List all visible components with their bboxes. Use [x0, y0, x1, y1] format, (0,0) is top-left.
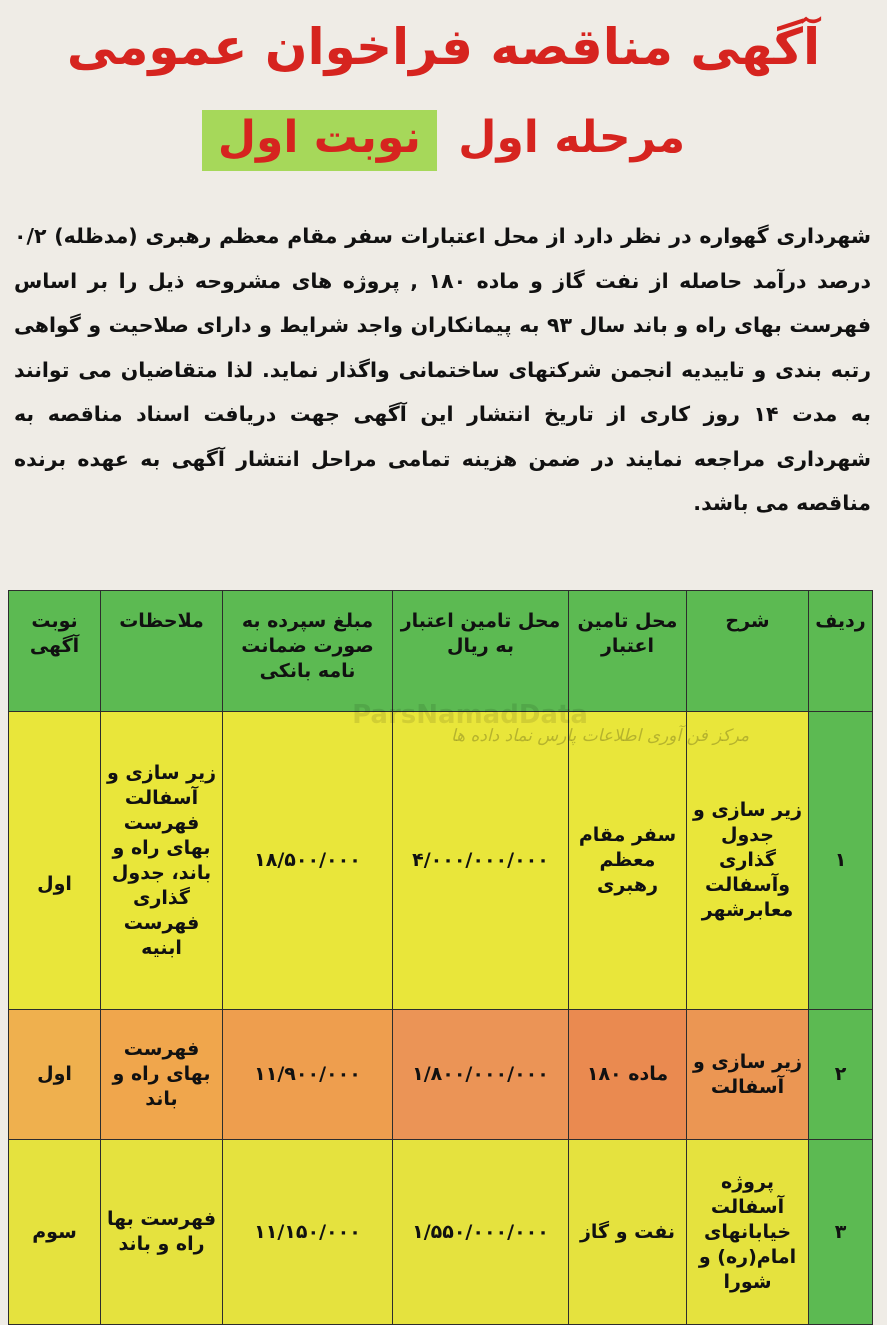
cell-round: اول [9, 1010, 101, 1140]
cell-description: زیر سازی و جدول گذاری وآسفالت معابرشهر [687, 712, 809, 1010]
notice-subtitle [0, 112, 887, 163]
cell-description: پروژه آسفالت خیابانهای امام(ره) و شورا [687, 1140, 809, 1325]
table-row [9, 1140, 873, 1325]
round-label: نوبت اول [202, 110, 437, 171]
cell-deposit: ۱۱/۹۰۰/۰۰۰ [223, 1010, 393, 1140]
cell-row-number: ۲ [809, 1010, 873, 1140]
cell-row-number: ۳ [809, 1140, 873, 1325]
header-round: نوبت آگهی [9, 591, 101, 712]
cell-funding-source: ماده ۱۸۰ [569, 1010, 687, 1140]
watermark-brand: ParsNamadData [352, 700, 588, 730]
cell-row-number: ۱ [809, 712, 873, 1010]
cell-notes: فهرست بهای راه و باند [101, 1010, 223, 1140]
cell-round: سوم [9, 1140, 101, 1325]
notice-body: شهرداری گهواره در نظر دارد از محل اعتبارات سفر مقام معظم رهبری (مدظله) ۰/۲ درصد درآمد حاصله از نفت گاز و ماده ۱۸۰ , پروژه های مشروحه ذیل را بر اساس فهرست بهای راه و باند سال ۹۳ به پیمانکاران واجد شرایط و دارای صلاحیت و گواهی رتبه بندی و تاییدیه انجمن شرکتهای ساختمانی واگذار نماید. لذا متقاضیان می توانند به مدت ۱۴ روز کاری از تاریخ انتشار این آگهی جهت دریافت اسناد مناقصه به شهرداری مراجعه نمایند در ضمن هزینه تمامی مراحل انتشار آگهی به عهده برنده مناقصه می باشد. [14, 224, 872, 515]
cell-description: زیر سازی و آسفالت [687, 1010, 809, 1140]
cell-funding-source: سفر مقام معظم رهبری [569, 712, 687, 1010]
cell-funding-amount: ۱/۵۵۰/۰۰۰/۰۰۰ [393, 1140, 569, 1325]
header-funding-source: محل تامین اعتبار [569, 591, 687, 712]
cell-round: اول [9, 712, 101, 1010]
cell-deposit: ۱۱/۱۵۰/۰۰۰ [223, 1140, 393, 1325]
cell-funding-source: نفت و گاز [569, 1140, 687, 1325]
cell-deposit: ۱۸/۵۰۰/۰۰۰ [223, 712, 393, 1010]
header-description: شرح [687, 591, 809, 712]
header-funding-amount: محل تامین اعتبار به ریال [393, 591, 569, 712]
notice-title: آگهی مناقصه فراخوان عمومی [66, 18, 821, 76]
cell-funding-amount: ۴/۰۰۰/۰۰۰/۰۰۰ [393, 712, 569, 1010]
header-row-number: ردیف [809, 591, 873, 712]
table-row [9, 712, 873, 1010]
watermark-tagline: مرکز فن آوری اطلاعات پارس نماد داده ها [450, 726, 750, 746]
header-notes: ملاحظات [101, 591, 223, 712]
table-row [9, 1010, 873, 1140]
cell-notes: زیر سازی و آسفالت فهرست بهای راه و باند، جدول گذاری فهرست ابنیه [101, 712, 223, 1010]
cell-notes: فهرست بها راه و باند [101, 1140, 223, 1325]
stage-label: مرحله اول [458, 112, 686, 163]
header-deposit: مبلغ سپرده به صورت ضمانت نامه بانکی [223, 591, 393, 712]
table-header-row [9, 591, 873, 712]
cell-funding-amount: ۱/۸۰۰/۰۰۰/۰۰۰ [393, 1010, 569, 1140]
